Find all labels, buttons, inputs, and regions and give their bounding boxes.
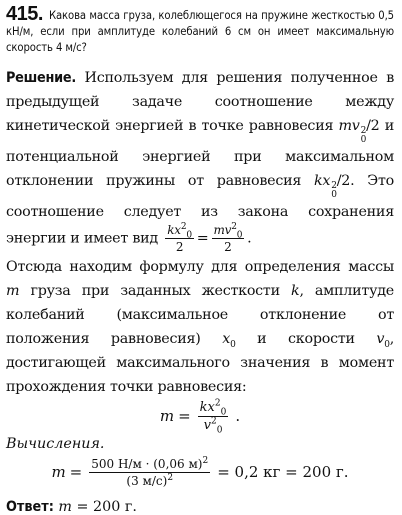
- kinetic-energy-formula: mv 2 0 /2: [338, 118, 380, 145]
- solution-paragraph-2: Отсюда находим формулу для определения массы m груза при заданных жесткости k, амплитуде колебаний (максимальное отклонение от положения равновесия) $x_0$ и скорости $v_0$, достигающей максимального значения в момент прохождения точки равновесия:: [6, 259, 395, 395]
- problem-text: Какова масса груза, колеблющегося на пружине жесткостью 0,5 кН/м, если при амплитуде колебаний 6 см он имеет максимальную скорость 4 м/с?: [6, 9, 394, 54]
- solution-text-1: Используем для решения полученное в предыдущей задаче соотношение между кинетической энергией в точке равновесия: [6, 70, 395, 134]
- solution-text-5: груза при заданных жесткости: [30, 283, 280, 299]
- answer-label: Ответ:: [6, 499, 54, 515]
- solution-text-2: и потенциальной энергией при максимальном отклонении пружины от равновесия: [6, 118, 395, 189]
- solution-text-8: , достигающей максимального значения в момент прохождения точки равновесия:: [6, 331, 395, 395]
- solution-text-7: и скорости: [257, 331, 355, 347]
- problem-number: 415.: [6, 3, 43, 25]
- calc-numerator: 500 Н/м · (0,06 м): [91, 457, 203, 471]
- solution-text-3: . Это соотношение следует из закона сохранения энергии и имеет вид: [6, 173, 395, 247]
- solution-paragraph-1: Решение. Используем для решения полученное в предыдущей задаче соотношение между кинетической энергией в точке равновесия mv 2 0 /2 и потенциальной энергией при максимальном отклонении пружины от равновесия kx 2 0 /2. Это соотношение следует из закона сохранения энергии и имеет вид $\frac{kx^2_0}{2}$ = $\frac{mv^2_0}{2}$ .: [6, 70, 395, 254]
- energy-eq-left: $\frac{kx^2_0}{2}$: [167, 222, 192, 254]
- solution-label: Решение.: [6, 70, 77, 86]
- energy-eq-right: $\frac{mv^2_0}{2}$: [213, 222, 243, 254]
- problem-statement: [6, 3, 394, 56]
- calc-denominator: (3 м/с): [126, 474, 168, 488]
- calc-result: = 0,2 кг = 200 г.: [217, 463, 349, 481]
- answer-value: = 200 г.: [76, 499, 137, 515]
- solution-text-4: Отсюда находим формулу для определения массы: [6, 259, 394, 275]
- calc-label: Вычисления.: [6, 436, 105, 452]
- calc-formula: m = $\frac{500 Н/м \cdot (0,06 м)^2}{(3 м/с)^2}$ = 0,2 кг = 200 г.: [51, 456, 349, 488]
- potential-energy-formula: kx 2 0 /2: [314, 173, 351, 200]
- solution-text-6: , амплитуде колебаний (максимальное отклонение от положения равновесия): [6, 283, 394, 347]
- mass-formula: m = $\frac{kx^2_0}{v^2_0}$ .: [159, 398, 241, 436]
- answer: Ответ: m = 200 г.: [6, 499, 137, 515]
